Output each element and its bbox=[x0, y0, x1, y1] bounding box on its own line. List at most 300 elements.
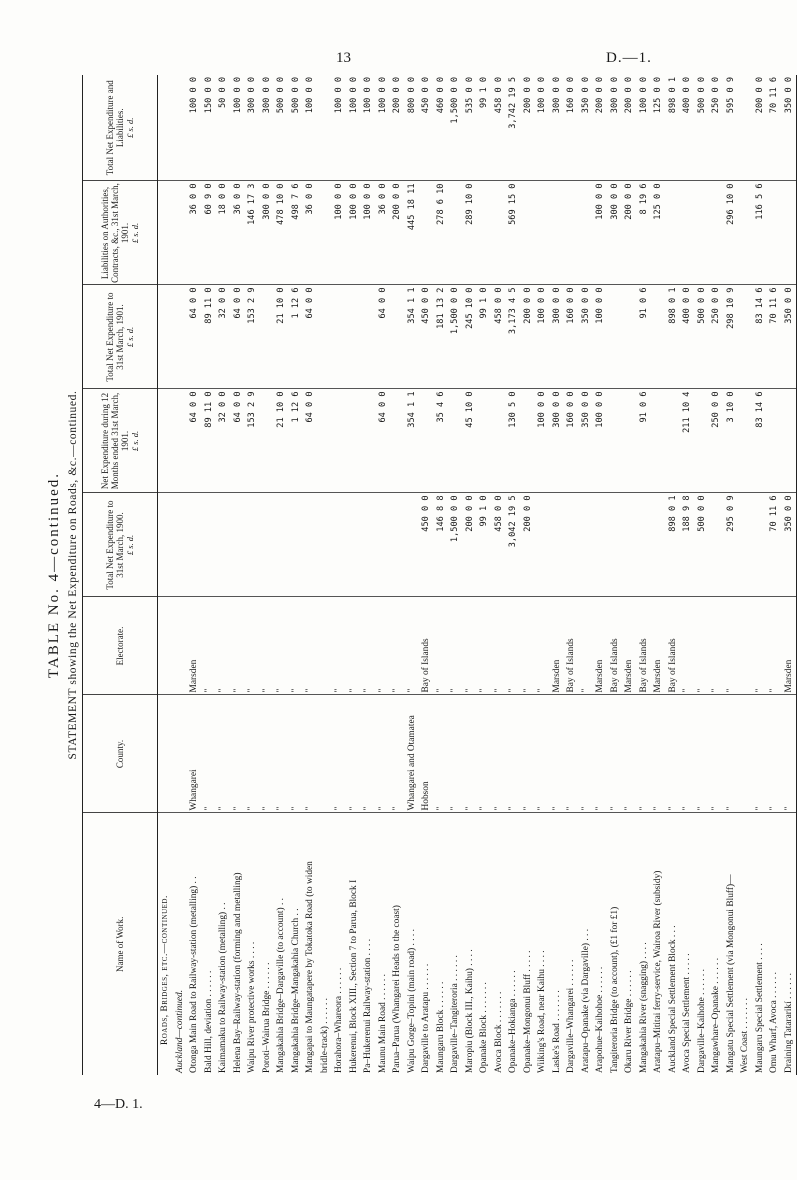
exp-to-1900-cell: 70 11 6 bbox=[767, 493, 782, 597]
county-cell: " bbox=[521, 695, 536, 813]
county-cell: " bbox=[680, 695, 695, 813]
exp-to-1901-cell: 1 12 6 bbox=[289, 285, 304, 389]
table-title: TABLE No. 4—continued. bbox=[46, 471, 62, 679]
table-row bbox=[216, 75, 231, 1075]
work-name-cell: Okaru River Bridge . . . . . . bbox=[624, 970, 634, 1073]
county-cell: " bbox=[666, 695, 681, 813]
electorate-cell: " bbox=[724, 597, 739, 695]
exp-during-cell: 1 12 6 bbox=[289, 389, 304, 493]
col-liabilities-header: Liabilities on Authorities, Contracts, &c., 31st March, 1901. £ s. d. bbox=[83, 181, 158, 285]
table-row bbox=[231, 75, 246, 1075]
electorate-cell bbox=[738, 597, 753, 695]
county-cell: " bbox=[216, 695, 231, 813]
exp-during-cell bbox=[260, 389, 275, 493]
table-row bbox=[680, 75, 695, 1075]
empty-cell bbox=[158, 695, 173, 813]
table-row bbox=[318, 75, 333, 1075]
exp-to-1901-cell: 300 0 0 bbox=[550, 285, 565, 389]
liabilities-cell: 200 0 0 bbox=[622, 181, 637, 285]
table-row bbox=[593, 75, 608, 1075]
liabilities-cell bbox=[492, 181, 507, 285]
work-name-cell: Mangapai to Maungatapere by Tokatoka Road (to widen bbox=[305, 861, 315, 1073]
electorate-cell: " bbox=[390, 597, 405, 695]
header-row bbox=[83, 75, 158, 1075]
work-name-cell: bridle-track) . . . . . . bbox=[319, 998, 330, 1073]
table-row bbox=[448, 75, 463, 1075]
exp-during-cell: 32 0 0 bbox=[216, 389, 231, 493]
liabilities-cell bbox=[318, 181, 333, 285]
exp-to-1901-cell bbox=[738, 285, 753, 389]
electorate-cell: " bbox=[231, 597, 246, 695]
exp-to-1900-cell bbox=[260, 493, 275, 597]
total-cell: 460 0 0 bbox=[434, 75, 449, 181]
section-heading: Roads, Bridges, etc.—continued. bbox=[160, 895, 170, 1045]
liabilities-cell: 36 0 0 bbox=[187, 181, 202, 285]
table-row bbox=[347, 75, 362, 1075]
electorate-cell: " bbox=[579, 597, 594, 695]
total-cell: 125 0 0 bbox=[651, 75, 666, 181]
exp-to-1901-cell: 64 0 0 bbox=[303, 285, 318, 389]
exp-to-1901-cell: 898 0 1 bbox=[666, 285, 681, 389]
county-cell: " bbox=[724, 695, 739, 813]
liabilities-cell bbox=[695, 181, 710, 285]
electorate-cell: Marsden bbox=[593, 597, 608, 695]
empty-cell bbox=[158, 493, 173, 597]
total-cell: 100 0 0 bbox=[187, 75, 202, 181]
county-cell: " bbox=[434, 695, 449, 813]
county-cell: " bbox=[564, 695, 579, 813]
empty-cell bbox=[158, 389, 173, 493]
electorate-cell: Bay of Islands bbox=[666, 597, 681, 695]
county-cell: " bbox=[347, 695, 362, 813]
liabilities-cell bbox=[709, 181, 724, 285]
exp-during-cell bbox=[492, 389, 507, 493]
work-name-cell: Omu Wharf, Avoca . . . . . . bbox=[769, 972, 779, 1073]
liabilities-cell: 8 19 6 bbox=[637, 181, 652, 285]
total-cell: 99 1 0 bbox=[477, 75, 492, 181]
electorate-cell: " bbox=[695, 597, 710, 695]
electorate-cell: " bbox=[202, 597, 217, 695]
exp-to-1901-cell: 83 14 6 bbox=[753, 285, 768, 389]
col-electorate-header: Electorate. bbox=[83, 597, 158, 695]
exp-to-1900-cell bbox=[361, 493, 376, 597]
exp-during-cell: 153 2 9 bbox=[245, 389, 260, 493]
total-cell: 100 0 0 bbox=[332, 75, 347, 181]
liabilities-cell: 60 9 0 bbox=[202, 181, 217, 285]
col-work-header: Name of Work. bbox=[83, 813, 158, 1075]
exp-to-1900-cell: 3,042 19 5 bbox=[506, 493, 521, 597]
liabilities-cell: 300 0 0 bbox=[260, 181, 275, 285]
total-cell: 400 0 0 bbox=[680, 75, 695, 181]
county-cell: " bbox=[622, 695, 637, 813]
exp-during-cell bbox=[332, 389, 347, 493]
exp-during-cell bbox=[361, 389, 376, 493]
electorate-cell: " bbox=[216, 597, 231, 695]
total-cell: 150 0 0 bbox=[202, 75, 217, 181]
exp-to-1901-cell: 91 0 6 bbox=[637, 285, 652, 389]
work-name-cell: Otonga Main Road to Railway-station (metalling) . . bbox=[189, 876, 199, 1073]
electorate-cell: " bbox=[521, 597, 536, 695]
table-row bbox=[274, 75, 289, 1075]
total-cell: 100 0 0 bbox=[303, 75, 318, 181]
table-row bbox=[637, 75, 652, 1075]
total-cell: 300 0 0 bbox=[550, 75, 565, 181]
liabilities-cell bbox=[521, 181, 536, 285]
electorate-cell: " bbox=[245, 597, 260, 695]
exp-to-1901-cell: 100 0 0 bbox=[593, 285, 608, 389]
county-cell: " bbox=[463, 695, 478, 813]
total-cell: 898 0 1 bbox=[666, 75, 681, 181]
exp-during-cell: 350 0 0 bbox=[579, 389, 594, 493]
table-row bbox=[782, 75, 797, 1075]
county-cell: " bbox=[782, 695, 797, 813]
work-name-cell: Maunu Main Road . . . . . . bbox=[377, 974, 388, 1073]
total-cell: 500 0 0 bbox=[289, 75, 304, 181]
exp-to-1901-cell: 1,500 0 0 bbox=[448, 285, 463, 389]
county-cell: " bbox=[361, 695, 376, 813]
county-cell: " bbox=[492, 695, 507, 813]
table-row bbox=[332, 75, 347, 1075]
work-name-cell: Mangakahia Bridge–Mangakahia Church . . bbox=[290, 908, 301, 1073]
total-cell: 200 0 0 bbox=[521, 75, 536, 181]
work-name-cell: Auckland—continued. bbox=[174, 989, 185, 1073]
electorate-cell: " bbox=[477, 597, 492, 695]
table-row bbox=[622, 75, 637, 1075]
liabilities-cell bbox=[579, 181, 594, 285]
rotated-table-block bbox=[45, 75, 794, 1075]
table-row bbox=[753, 75, 768, 1075]
exp-to-1900-cell bbox=[753, 493, 768, 597]
electorate-cell: " bbox=[753, 597, 768, 695]
exp-to-1900-cell bbox=[637, 493, 652, 597]
table-row bbox=[260, 75, 275, 1075]
exp-during-cell bbox=[622, 389, 637, 493]
table-row bbox=[289, 75, 304, 1075]
exp-to-1900-cell bbox=[593, 493, 608, 597]
electorate-cell: " bbox=[463, 597, 478, 695]
exp-during-cell bbox=[477, 389, 492, 493]
work-name-cell: Maropiu (Block III., Kaihu) . . . . bbox=[464, 949, 475, 1073]
work-name-cell: Bald Hill, deviation . . . . . . bbox=[203, 970, 214, 1073]
table-subtitle: STATEMENT showing the Net Expenditure on Roads, &c.—continued. bbox=[67, 390, 79, 760]
exp-to-1901-cell: 298 10 9 bbox=[724, 285, 739, 389]
empty-cell bbox=[158, 181, 173, 285]
table-row bbox=[521, 75, 536, 1075]
exp-to-1901-cell: 500 0 0 bbox=[695, 285, 710, 389]
table-row bbox=[564, 75, 579, 1075]
work-name-cell: West Coast . . . . . . . bbox=[740, 997, 750, 1073]
total-cell: 500 0 0 bbox=[274, 75, 289, 181]
liabilities-cell bbox=[419, 181, 434, 285]
exp-to-1900-cell: 450 0 0 bbox=[419, 493, 434, 597]
col-exp-to-1900-header: Total Net Expenditure to 31st March, 1900. £ s. d. bbox=[83, 493, 158, 597]
electorate-cell: Marsden bbox=[550, 597, 565, 695]
exp-to-1901-cell: 3,173 4 5 bbox=[506, 285, 521, 389]
work-name-cell: Draining Tatararikí . . . . . . bbox=[782, 813, 797, 1075]
liabilities-cell bbox=[680, 181, 695, 285]
county-cell: " bbox=[245, 695, 260, 813]
exp-during-cell: 35 4 6 bbox=[434, 389, 449, 493]
total-cell: 50 0 0 bbox=[216, 75, 231, 181]
col-county-header: County. bbox=[83, 695, 158, 813]
liabilities-cell: 300 0 0 bbox=[608, 181, 623, 285]
work-name-cell: Horahora–Whareora . . . . . . bbox=[334, 967, 344, 1073]
liabilities-cell: 200 0 0 bbox=[390, 181, 405, 285]
county-cell: " bbox=[289, 695, 304, 813]
liabilities-cell: 289 10 0 bbox=[463, 181, 478, 285]
total-cell bbox=[738, 75, 753, 181]
exp-during-cell bbox=[695, 389, 710, 493]
liabilities-cell bbox=[535, 181, 550, 285]
liabilities-cell: 445 18 11 bbox=[405, 181, 420, 285]
exp-to-1901-cell bbox=[651, 285, 666, 389]
col-exp-during-header: Net Expenditure during 12 Months ended 31st March, 1901. £ s. d. bbox=[83, 389, 158, 493]
work-name-cell: Auckland Special Settlement Block . . . bbox=[667, 925, 678, 1073]
electorate-cell: " bbox=[405, 597, 420, 695]
table-row bbox=[173, 75, 188, 1075]
county-cell: " bbox=[767, 695, 782, 813]
work-name-cell: Waipu Gorge–Topini (main road) . . . . bbox=[406, 929, 417, 1073]
table-row bbox=[709, 75, 724, 1075]
county-cell: " bbox=[376, 695, 391, 813]
exp-to-1900-cell: 500 0 0 bbox=[695, 493, 710, 597]
table-row bbox=[361, 75, 376, 1075]
exp-to-1900-cell: 350 0 0 bbox=[782, 493, 797, 597]
exp-to-1900-cell bbox=[550, 493, 565, 597]
exp-to-1901-cell: 160 0 0 bbox=[564, 285, 579, 389]
exp-to-1901-cell: 400 0 0 bbox=[680, 285, 695, 389]
work-name-cell: Dargaville to Aratapu . . . . . . bbox=[421, 963, 431, 1073]
exp-to-1901-cell: 100 0 0 bbox=[535, 285, 550, 389]
exp-during-cell: 21 10 0 bbox=[274, 389, 289, 493]
electorate-cell: " bbox=[361, 597, 376, 695]
liabilities-cell: 498 7 6 bbox=[289, 181, 304, 285]
table-row bbox=[724, 75, 739, 1075]
total-cell: 300 0 0 bbox=[260, 75, 275, 181]
exp-to-1901-cell bbox=[608, 285, 623, 389]
liabilities-cell bbox=[173, 181, 188, 285]
electorate-cell bbox=[318, 597, 333, 695]
exp-to-1900-cell bbox=[187, 493, 202, 597]
work-name-cell: Helena Bay–Railway-station (forming and metalling) bbox=[232, 872, 243, 1073]
total-cell: 200 0 0 bbox=[622, 75, 637, 181]
table-row bbox=[434, 75, 449, 1075]
work-name-cell: Waipu River protective works . . . . bbox=[247, 941, 257, 1073]
county-cell: " bbox=[535, 695, 550, 813]
liabilities-cell: 100 0 0 bbox=[361, 181, 376, 285]
exp-to-1901-cell: 458 0 0 bbox=[492, 285, 507, 389]
county-cell: " bbox=[651, 695, 666, 813]
county-cell: " bbox=[202, 695, 217, 813]
empty-cell bbox=[158, 75, 173, 181]
total-cell: 70 11 6 bbox=[767, 75, 782, 181]
exp-to-1900-cell bbox=[245, 493, 260, 597]
exp-during-cell bbox=[347, 389, 362, 493]
liabilities-cell: 116 5 6 bbox=[753, 181, 768, 285]
exp-during-cell bbox=[448, 389, 463, 493]
table-row bbox=[477, 75, 492, 1075]
table-row bbox=[738, 75, 753, 1075]
total-cell: 300 0 0 bbox=[608, 75, 623, 181]
exp-to-1900-cell bbox=[347, 493, 362, 597]
exp-to-1901-cell bbox=[347, 285, 362, 389]
electorate-cell: " bbox=[347, 597, 362, 695]
electorate-cell: " bbox=[303, 597, 318, 695]
liabilities-cell: 100 0 0 bbox=[347, 181, 362, 285]
exp-to-1900-cell bbox=[622, 493, 637, 597]
exp-to-1900-cell: 99 1 0 bbox=[477, 493, 492, 597]
exp-to-1901-cell: 450 0 0 bbox=[419, 285, 434, 389]
table-row bbox=[405, 75, 420, 1075]
exp-to-1901-cell: 64 0 0 bbox=[187, 285, 202, 389]
exp-to-1900-cell bbox=[651, 493, 666, 597]
liabilities-cell bbox=[550, 181, 565, 285]
work-name-cell: Dargaville–Tangiteroria . . . . . . bbox=[450, 955, 460, 1073]
table-row bbox=[245, 75, 260, 1075]
county-cell: " bbox=[753, 695, 768, 813]
county-cell: Whangarei and Otamatea bbox=[405, 695, 420, 813]
total-cell: 500 0 0 bbox=[695, 75, 710, 181]
exp-to-1900-cell bbox=[231, 493, 246, 597]
total-cell: 200 0 0 bbox=[593, 75, 608, 181]
exp-to-1901-cell: 64 0 0 bbox=[231, 285, 246, 389]
col-total-header: Total Net Expenditure and Liabilities. £ s. d. bbox=[83, 75, 158, 181]
exp-to-1900-cell bbox=[579, 493, 594, 597]
county-cell: " bbox=[695, 695, 710, 813]
electorate-cell: Marsden bbox=[622, 597, 637, 695]
county-cell bbox=[738, 695, 753, 813]
total-cell: 800 0 0 bbox=[405, 75, 420, 181]
work-name-cell: Mangakahia River (snagging) . . . . bbox=[638, 942, 649, 1073]
total-cell: 100 0 0 bbox=[535, 75, 550, 181]
work-name-cell: Tangiteroria Bridge (to account), (£1 for £1) bbox=[609, 906, 620, 1073]
exp-to-1900-cell: 200 0 0 bbox=[521, 493, 536, 597]
liabilities-cell: 36 0 0 bbox=[376, 181, 391, 285]
table-row bbox=[666, 75, 681, 1075]
table-row bbox=[419, 75, 434, 1075]
work-name-cell: Aratapu–Mititai ferry-service, Wairoa River (subsidy) bbox=[653, 870, 663, 1073]
county-cell: " bbox=[506, 695, 521, 813]
county-cell: " bbox=[709, 695, 724, 813]
work-name-cell: Avoca Special Settlement . . . . . bbox=[682, 953, 692, 1073]
total-cell: 200 0 0 bbox=[390, 75, 405, 181]
exp-during-cell: 300 0 0 bbox=[550, 389, 565, 493]
exp-to-1901-cell bbox=[332, 285, 347, 389]
total-cell: 300 0 0 bbox=[245, 75, 260, 181]
liabilities-cell: 18 0 0 bbox=[216, 181, 231, 285]
work-name-cell: Pa–Hukerenui Railway-station . . . . bbox=[363, 938, 373, 1073]
exp-to-1900-cell bbox=[390, 493, 405, 597]
table-row bbox=[390, 75, 405, 1075]
exp-to-1901-cell: 64 0 0 bbox=[376, 285, 391, 389]
footer-reference: 4—D. 1. bbox=[94, 1097, 143, 1112]
work-name-cell: Mangakahia Bridge–Dargaville (to account) . . bbox=[276, 897, 286, 1073]
total-cell: 250 0 0 bbox=[709, 75, 724, 181]
exp-to-1901-cell: 70 11 6 bbox=[767, 285, 782, 389]
exp-during-cell: 100 0 0 bbox=[535, 389, 550, 493]
table-row bbox=[695, 75, 710, 1075]
table-row bbox=[550, 75, 565, 1075]
liabilities-cell bbox=[477, 181, 492, 285]
liabilities-cell bbox=[666, 181, 681, 285]
exp-to-1901-cell: 21 10 0 bbox=[274, 285, 289, 389]
exp-during-cell: 100 0 0 bbox=[593, 389, 608, 493]
work-name-cell: Parua–Parua (Whangarei Heads to the coast) bbox=[392, 905, 402, 1073]
electorate-cell: " bbox=[376, 597, 391, 695]
exp-to-1901-cell bbox=[318, 285, 333, 389]
exp-to-1900-cell bbox=[332, 493, 347, 597]
electorate-cell: " bbox=[289, 597, 304, 695]
work-name-cell: Mangatu Special Settlement (via Mongonui Bluff)— bbox=[725, 874, 736, 1073]
electorate-cell: " bbox=[434, 597, 449, 695]
exp-during-cell: 45 10 0 bbox=[463, 389, 478, 493]
exp-during-cell bbox=[521, 389, 536, 493]
exp-to-1901-cell bbox=[361, 285, 376, 389]
total-cell: 458 0 0 bbox=[492, 75, 507, 181]
work-name-cell: Opanake–Mongonui Bluff . . . . . bbox=[522, 950, 533, 1073]
work-name-cell: Opanake–Hokianga . . . . . . bbox=[508, 970, 518, 1073]
electorate-cell: " bbox=[680, 597, 695, 695]
electorate-cell: Bay of Islands bbox=[564, 597, 579, 695]
liabilities-cell: 296 10 0 bbox=[724, 181, 739, 285]
table-row bbox=[202, 75, 217, 1075]
exp-to-1901-cell: 200 0 0 bbox=[521, 285, 536, 389]
county-cell: " bbox=[477, 695, 492, 813]
work-name-cell: Maungaru Special Settlement . . . . bbox=[754, 943, 765, 1073]
total-cell: 350 0 0 bbox=[782, 75, 797, 181]
table-row bbox=[767, 75, 782, 1075]
electorate-cell bbox=[173, 597, 188, 695]
liabilities-cell: 100 0 0 bbox=[593, 181, 608, 285]
exp-during-cell bbox=[666, 389, 681, 493]
table-row bbox=[506, 75, 521, 1075]
exp-during-cell: 64 0 0 bbox=[303, 389, 318, 493]
table-row bbox=[651, 75, 666, 1075]
exp-to-1900-cell: 200 0 0 bbox=[463, 493, 478, 597]
total-cell bbox=[173, 75, 188, 181]
exp-to-1900-cell: 188 9 8 bbox=[680, 493, 695, 597]
work-name-cell: Opanake Block . . . . . . . bbox=[479, 982, 489, 1073]
exp-to-1901-cell: 354 1 1 bbox=[405, 285, 420, 389]
electorate-cell: " bbox=[260, 597, 275, 695]
table-row bbox=[535, 75, 550, 1075]
county-cell bbox=[318, 695, 333, 813]
work-name-cell: Kaimamaku to Railway-station (metalling) . . bbox=[218, 902, 228, 1073]
county-cell: " bbox=[332, 695, 347, 813]
exp-during-cell: 64 0 0 bbox=[187, 389, 202, 493]
liabilities-cell bbox=[738, 181, 753, 285]
exp-during-cell: 354 1 1 bbox=[405, 389, 420, 493]
electorate-cell: " bbox=[332, 597, 347, 695]
liabilities-cell: 36 0 0 bbox=[303, 181, 318, 285]
exp-to-1900-cell bbox=[303, 493, 318, 597]
liabilities-cell bbox=[767, 181, 782, 285]
exp-to-1900-cell bbox=[376, 493, 391, 597]
exp-to-1900-cell: 458 0 0 bbox=[492, 493, 507, 597]
county-cell: " bbox=[274, 695, 289, 813]
exp-to-1900-cell bbox=[709, 493, 724, 597]
liabilities-cell: 478 10 0 bbox=[274, 181, 289, 285]
work-name-cell: Hukerenui, Block XIII., Section 7 to Parua, Block I bbox=[348, 879, 359, 1073]
exp-to-1901-cell: 89 11 0 bbox=[202, 285, 217, 389]
exp-to-1900-cell bbox=[274, 493, 289, 597]
county-cell: " bbox=[448, 695, 463, 813]
exp-during-cell bbox=[608, 389, 623, 493]
electorate-cell: Bay of Islands bbox=[637, 597, 652, 695]
total-cell: 100 0 0 bbox=[361, 75, 376, 181]
total-cell: 100 0 0 bbox=[347, 75, 362, 181]
total-cell: 450 0 0 bbox=[419, 75, 434, 181]
